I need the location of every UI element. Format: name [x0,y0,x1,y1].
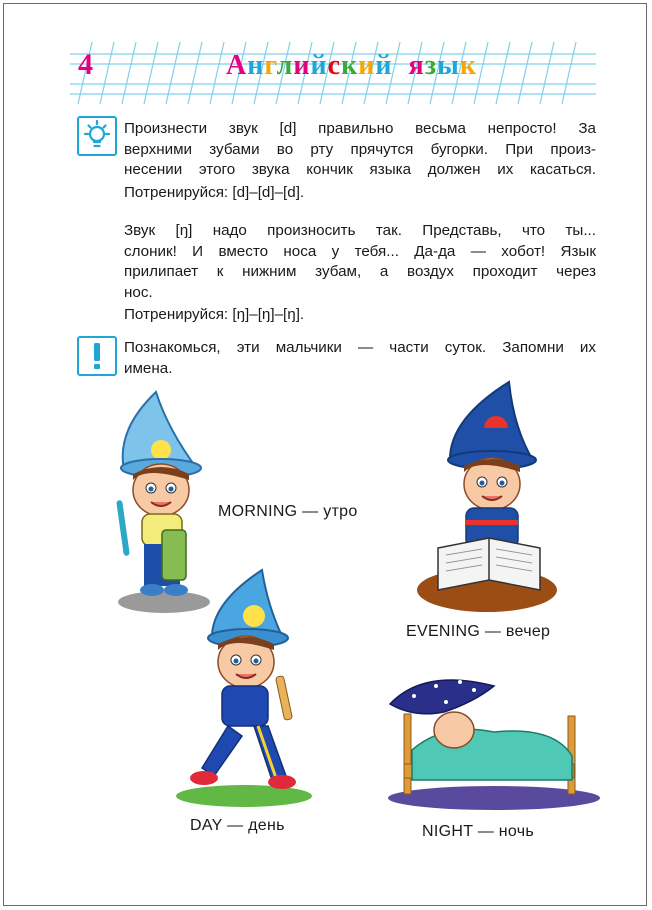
title-letter: и [293,50,311,81]
title-letter: й [375,50,393,81]
caption-day: DAY — день [190,817,285,834]
title-letter: к [341,50,359,81]
ng-practice: Потренируйся: [ŋ]–[ŋ]–[ŋ]. [124,306,305,323]
tip-line: верхними зубами во рту прячутся бугорки. При произ- [124,140,596,158]
title-letter: й [310,50,328,81]
tip-line: несении этого звука кончик языка должен их касаться. [124,161,596,178]
title-letter: и [358,50,376,81]
title-letter: г [264,50,277,81]
caption-morning: MORNING — утро [218,503,358,520]
ng-line: слоник! И вместо носа у тебя... Да-да — хобот! Язык [124,242,596,260]
caption-night: NIGHT — ночь [422,823,535,840]
tip-line: Произнести звук [d] правильно весьма непросто! За [124,120,596,137]
caption-evening: EVENING — вечер [406,623,551,640]
page-number: 4 [78,48,93,81]
note-line: имена. [124,359,173,377]
ng-line: Звук [ŋ] надо произносить так. Представь, что ты... [124,222,596,239]
exclamation-icon [77,336,117,376]
evening-boy-illustration [414,380,564,612]
title-letter: л [276,50,294,81]
title-letter: с [327,50,342,81]
night-boy-illustration [384,672,600,812]
day-boy-illustration [172,568,312,808]
title-letter: к [459,50,477,81]
title-letter: н [247,50,265,81]
page-title [226,50,477,82]
title-letter: з [424,50,437,81]
tip-paragraph [124,119,596,203]
note-line: Познакомься, эти мальчики — части суток. Запомни их [124,339,596,356]
ng-paragraph [124,221,596,326]
title-letter: А [226,50,248,81]
title-letter: ы [436,50,460,81]
ng-line: нос. [124,283,153,301]
note-paragraph [124,338,596,379]
ng-line: прилипает к нижним зубам, а воздух проходит через [124,263,596,280]
lightbulb-icon [77,116,117,156]
title-letter: я [408,50,425,81]
tip-practice: Потренируйся: [d]–[d]–[d]. [124,183,305,201]
title-letter [393,50,409,81]
